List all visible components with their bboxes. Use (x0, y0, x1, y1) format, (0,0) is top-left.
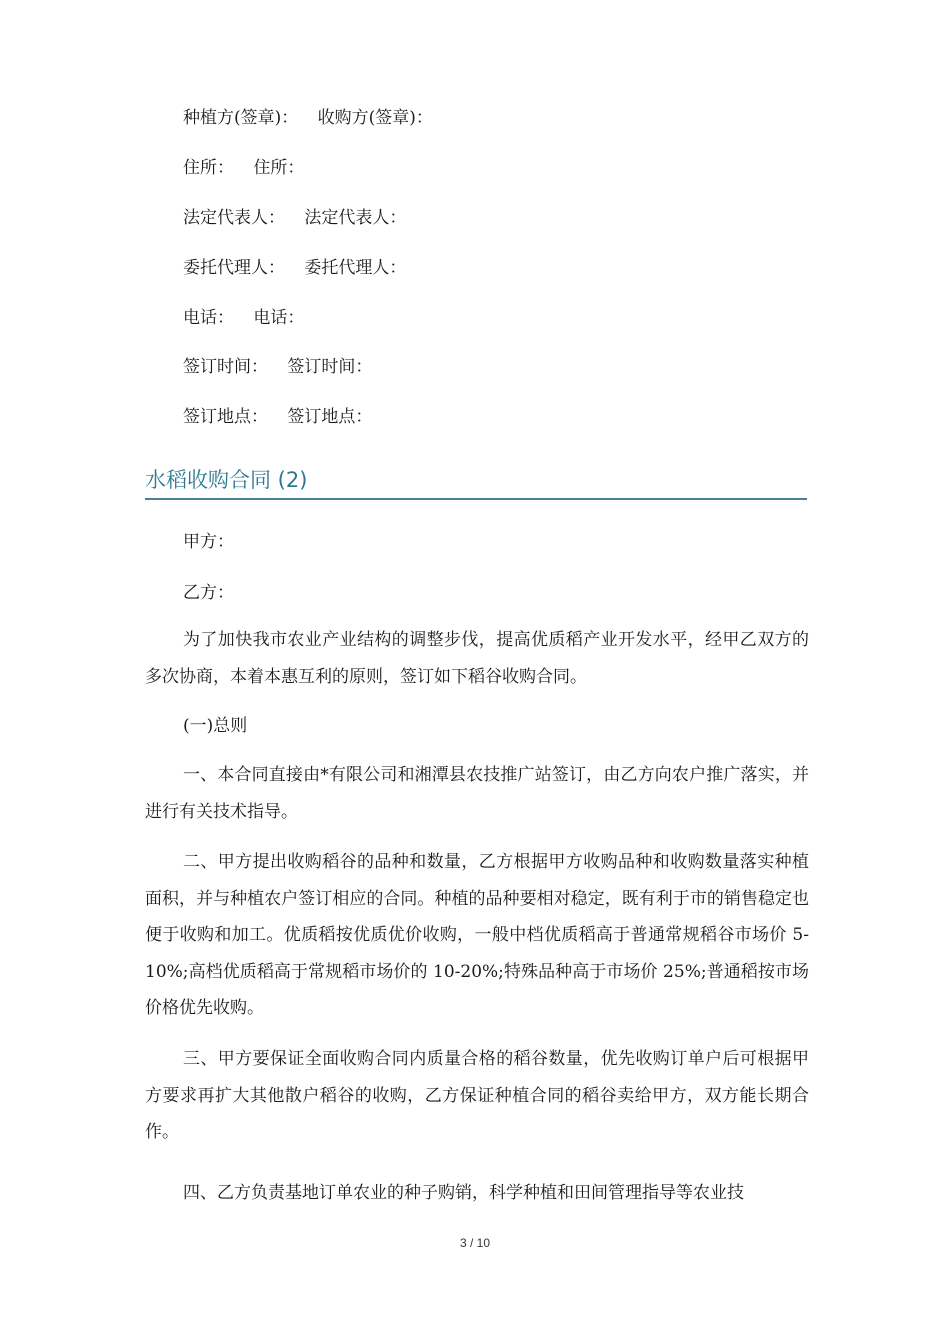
signature-left-label: 种植方(签章)： (183, 108, 299, 128)
signature-line-address (183, 156, 304, 180)
signature-line-phone (183, 306, 304, 330)
signature-right-label: 委托代理人： (304, 258, 407, 278)
clause-4-paragraph: 四、乙方负责基地订单农业的种子购销，科学种植和田间管理指导等农业技 (183, 1183, 744, 1203)
signature-left-label: 签订地点： (183, 407, 268, 427)
party-a-line: 甲方： (183, 532, 234, 552)
clause-2-paragraph: 二、甲方提出收购稻谷的品种和数量，乙方根据甲方收购品种和收购数量落实种植面积，并与种植农户签订相应的合同。种植的品种要相对稳定，既有利于市的销售稳定也便于收购和加工。优质稻按优质优价收购，一般中档优质稻高于普通常规稻谷市场价 5-10%;高档优质稻高于常规稻市场价的 10-20%;特殊品种高于市场价 25%;普通稻按市场价格优先收购。 (145, 852, 809, 1019)
signature-left-label: 委托代理人： (183, 258, 285, 278)
signature-line-place (183, 405, 372, 429)
signature-left-label: 住所： (183, 158, 234, 178)
signature-line-date (183, 355, 372, 379)
party-b-line: 乙方： (183, 583, 234, 603)
general-provisions-heading: (一)总则 (183, 716, 248, 736)
signature-left-label: 电话： (183, 308, 234, 328)
signature-right-label: 电话： (253, 308, 305, 328)
signature-right-label: 收购方(签章)： (317, 108, 433, 128)
signature-right-label: 签订地点： (287, 407, 373, 427)
page-number: 3 / 10 (459, 1236, 491, 1250)
signature-line-legal-rep (183, 206, 406, 230)
signature-right-label: 签订时间： (287, 357, 373, 377)
clause-1-paragraph: 一、本合同直接由*有限公司和湘潭县农技推广站签订，由乙方向农户推广落实，并进行有关技术指导。 (145, 765, 809, 822)
signature-line-agent (183, 256, 406, 280)
clause-3-paragraph: 三、甲方要保证全面收购合同内质量合格的稻谷数量，优先收购订单户后可根据甲方要求再扩大其他散户稻谷的收购，乙方保证种植合同的稻谷卖给甲方，双方能长期合作。 (145, 1049, 809, 1143)
signature-right-label: 住所： (253, 158, 305, 178)
signature-left-label: 签订时间： (183, 357, 268, 377)
intro-paragraph: 为了加快我市农业产业结构的调整步伐，提高优质稻产业开发水平，经甲乙双方的多次协商，本着本惠互利的原则，签订如下稻谷收购合同。 (145, 630, 809, 687)
signature-line-seal (183, 106, 433, 130)
signature-left-label: 法定代表人： (183, 208, 285, 228)
section-heading: 水稻收购合同 (2) (145, 464, 807, 500)
signature-right-label: 法定代表人： (304, 208, 407, 228)
